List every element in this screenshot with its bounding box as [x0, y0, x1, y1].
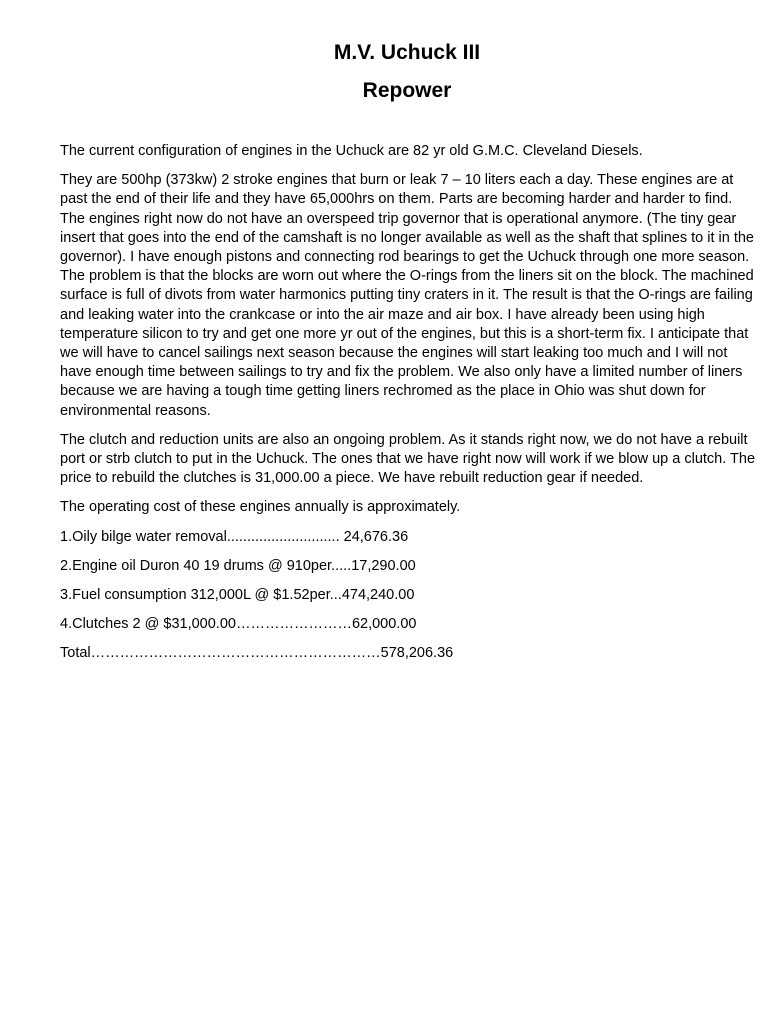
cost-item-fuel: 3.Fuel consumption 312,000L @ $1.52per...474,240.00 [60, 587, 415, 604]
document-body [60, 142, 756, 674]
paragraph-operating-cost-intro: The operating cost of these engines annually is approximately. [60, 499, 461, 516]
paragraph-clutch-reduction: The clutch and reduction units are also an ongoing problem. As it stands right now, we do not have a rebuilt port or strb clutch to put in the Uchuck. The ones that we have right now will work if we blow up a clutch. The price to rebuild the clutches is 31,000.00 a piece. We have rebuilt reduction gear if needed. [60, 431, 756, 487]
paragraph-engine-configuration: The current configuration of engines in the Uchuck are 82 yr old G.M.C. Cleveland Diesels. [60, 143, 643, 159]
document-subtitle: Repower [362, 79, 452, 102]
cost-item-engine-oil: 2.Engine oil Duron 40 19 drums @ 910per.....17,290.00 [60, 557, 416, 574]
document-title: M.V. Uchuck III [333, 41, 481, 64]
cost-item-clutches: 4.Clutches 2 @ $31,000.00……………………62,000.00 [60, 616, 417, 633]
operating-cost-list [60, 528, 756, 664]
cost-item-bilge-water: 1.Oily bilge water removal............................ 24,676.36 [60, 528, 409, 545]
paragraph-engine-condition: They are 500hp (373kw) 2 stroke engines that burn or leak 7 – 10 liters each a day. These engines are at past the end of their life and they have 65,000hrs on them. Parts are becoming harder and harder to find. The engines right now do not have an overspeed trip governor that is operational anymore. (The tiny gear insert that goes into the end of the camshaft is no longer available as well as the shaft that splines to it in the governor). I have enough pistons and connecting rod bearings to get the Uchuck through one more season. The problem is that the blocks are worn out where the O-rings from the liners sit on the block. The machined surface is full of divots from water harmonics putting tiny craters in it. The result is that the O-rings are failing and leaking water into the crankcase or into the air maze and air box. I have already been using high temperature silicon to try and get one more yr out of the engines, but this is a short-term fix. I anticipate that we will have to cancel sailings next season because the engines will start leaking too much and I will not have enough time between sailings to try and fix the problem. We also only have a limited number of liners because we are having a tough time getting liners rechromed as the place in Ohio was shut down for environmental reasons. [60, 172, 754, 419]
cost-total: Total……………………………………………………578,206.36 [60, 645, 454, 662]
